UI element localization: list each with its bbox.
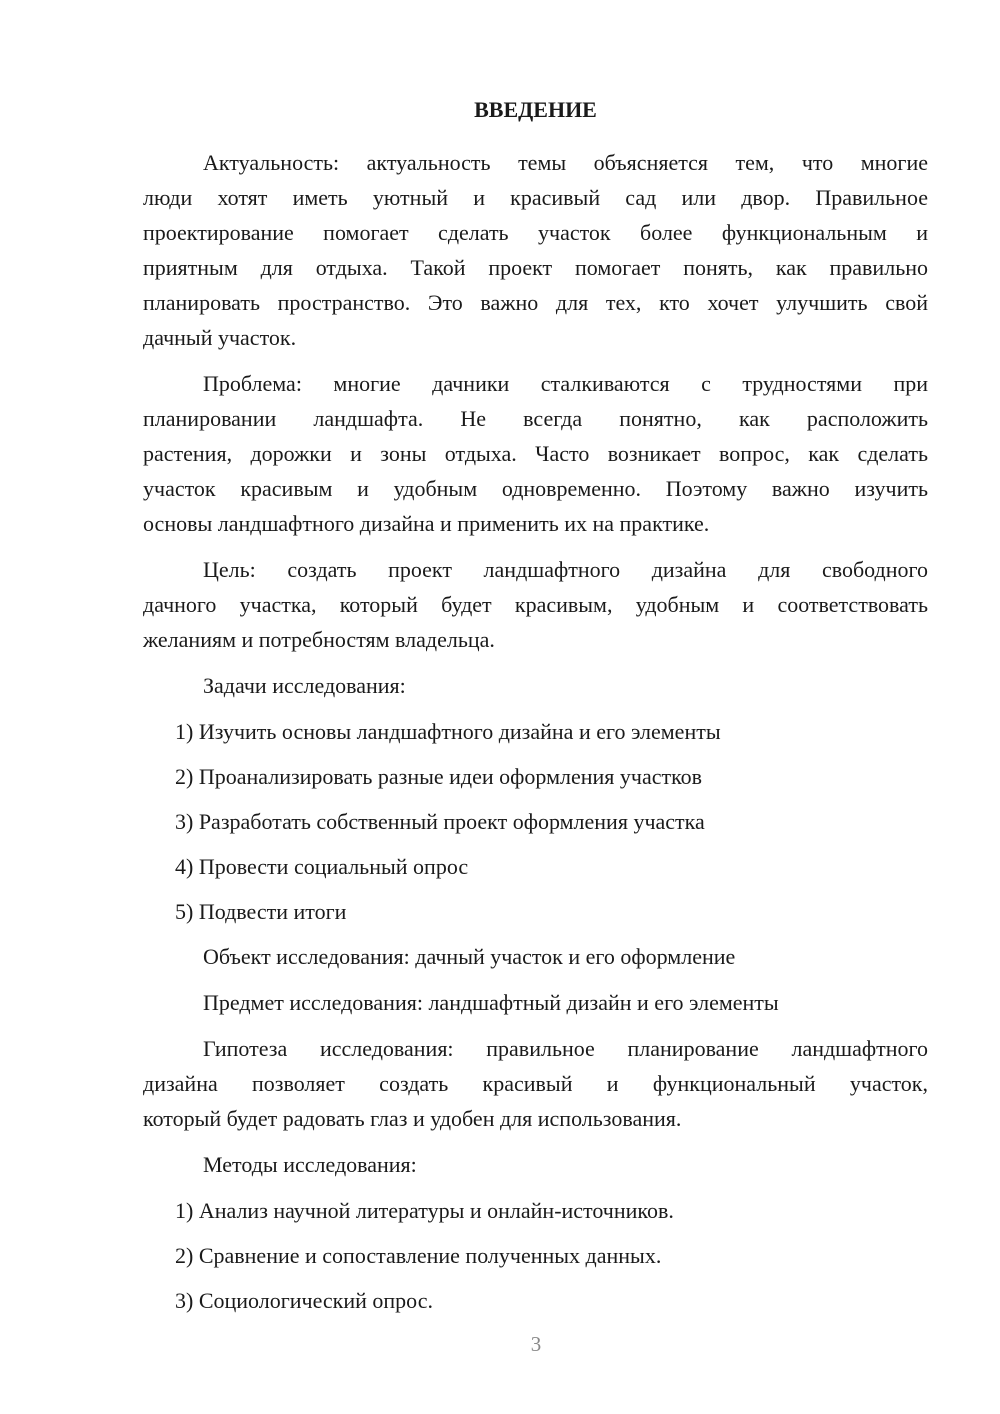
text-line: растения, дорожки и зоны отдыха. Часто возникает вопрос, как сделать <box>143 441 928 466</box>
text-line: проектирование помогает сделать участок более функциональным и <box>143 220 928 245</box>
text-line: участок красивым и удобным одновременно. Поэтому важно изучить <box>143 476 928 501</box>
text-line: люди хотят иметь уютный и красивый сад или двор. Правильное <box>143 185 928 210</box>
list-item: 3) Социологический опрос. <box>175 1288 433 1313</box>
text-line: приятным для отдыха. Такой проект помогает понять, как правильно <box>143 255 928 280</box>
paragraph <box>143 366 928 541</box>
text-line: дачного участка, который будет красивым, удобным и соответствовать <box>143 592 928 617</box>
text-line: Методы исследования: <box>203 1152 417 1177</box>
text-line: планировать пространство. Это важно для тех, кто хочет улучшить свой <box>143 290 928 315</box>
document-body <box>143 145 928 1318</box>
text-line: Цель: создать проект ландшафтного дизайна для свободного <box>203 557 928 582</box>
text-line: желаниям и потребностям владельца. <box>143 627 495 652</box>
list-item: 1) Анализ научной литературы и онлайн-источников. <box>175 1198 674 1223</box>
paragraph <box>143 939 928 974</box>
paragraph <box>143 1147 928 1182</box>
list-item: 2) Проанализировать разные идеи оформления участков <box>175 764 703 789</box>
paragraph <box>143 552 928 657</box>
list-item: 2) Сравнение и сопоставление полученных данных. <box>175 1243 662 1268</box>
text-line: основы ландшафтного дизайна и применить их на практике. <box>143 511 710 536</box>
paragraph <box>143 1031 928 1136</box>
page-number: 3 <box>530 1332 542 1356</box>
paragraph <box>143 145 928 355</box>
text-line: дизайна позволяет создать красивый и функциональный участок, <box>143 1071 928 1096</box>
text-line: планировании ландшафта. Не всегда понятно, как расположить <box>143 406 928 431</box>
text-line: Гипотеза исследования: правильное планирование ландшафтного <box>203 1036 928 1061</box>
text-line: Актуальность: актуальность темы объясняется тем, что многие <box>203 150 928 175</box>
document-page <box>143 95 928 1328</box>
paragraph <box>143 668 928 703</box>
text-line: Предмет исследования: ландшафтный дизайн и его элементы <box>203 990 779 1015</box>
list-item: 4) Провести социальный опрос <box>175 854 469 879</box>
list-item: 5) Подвести итоги <box>175 899 347 924</box>
text-line: Объект исследования: дачный участок и его оформление <box>203 944 736 969</box>
paragraph <box>143 985 928 1020</box>
text-line: Задачи исследования: <box>203 673 406 698</box>
text-line: Проблема: многие дачники сталкиваются с трудностями при <box>203 371 928 396</box>
text-line: который будет радовать глаз и удобен для использования. <box>143 1106 682 1131</box>
list-item: 1) Изучить основы ландшафтного дизайна и его элементы <box>175 719 721 744</box>
section-title: ВВЕДЕНИЕ <box>474 97 597 122</box>
text-line: дачный участок. <box>143 325 297 350</box>
list-item: 3) Разработать собственный проект оформления участка <box>175 809 705 834</box>
